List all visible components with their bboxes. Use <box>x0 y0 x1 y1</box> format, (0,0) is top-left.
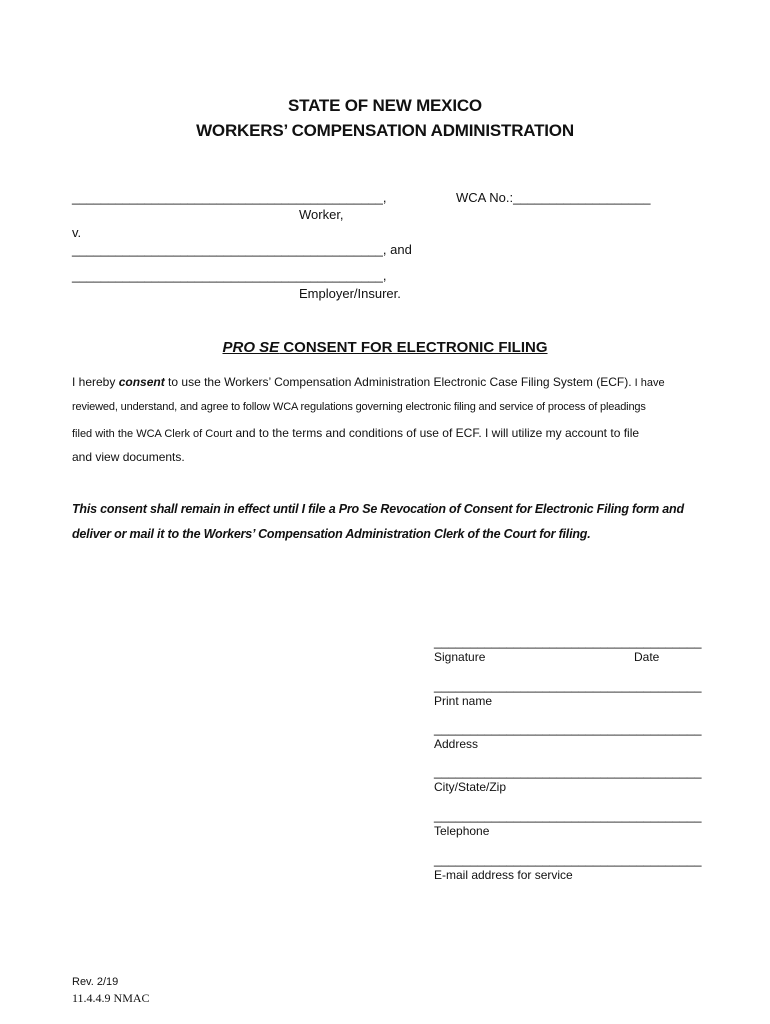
notice-line-2: deliver or mail it to the Workers’ Compensation Administration Clerk of the Court for filing. <box>72 527 591 541</box>
email-line: _____________________________________ <box>434 852 702 867</box>
telephone-label: Telephone <box>434 824 490 838</box>
signature-line: _____________________________________ <box>434 634 702 649</box>
date-label: Date <box>634 650 660 664</box>
versus-label: v. <box>72 225 82 240</box>
print-name-label: Print name <box>434 694 493 708</box>
signature-label: Signature <box>434 650 486 664</box>
body-line-3-rest: and to the terms and conditions of use of ECF. I will utilize my account to file <box>232 426 640 440</box>
body-line-1 <box>72 375 665 389</box>
consent-word: consent <box>118 375 165 389</box>
nmac-reference: 11.4.4.9 NMAC <box>72 991 150 1005</box>
header-state: STATE OF NEW MEXICO <box>288 96 482 115</box>
form-title-rest: CONSENT FOR ELECTRONIC FILING <box>279 339 548 356</box>
header-agency: WORKERS’ COMPENSATION ADMINISTRATION <box>196 121 574 140</box>
worker-label: Worker, <box>299 207 344 222</box>
body-line-1-pre: I hereby <box>72 375 119 389</box>
body-line-3-pre: filed with the WCA Clerk of Court <box>72 428 233 440</box>
city-state-zip-label: City/State/Zip <box>434 780 507 794</box>
address-label: Address <box>434 737 479 751</box>
body-line-4: and view documents. <box>72 450 185 464</box>
notice-line-1: This consent shall remain in effect until I file a Pro Se Revocation of Consent for Electronic Filing form and <box>72 502 684 516</box>
body-line-1-post: to use the Workers’ Compensation Administration Electronic Case Filing System (ECF). <box>164 375 632 389</box>
telephone-line: _____________________________________ <box>434 808 702 823</box>
form-title <box>0 339 770 356</box>
insurer-name-line: ___________________________________________, <box>72 268 387 283</box>
employer-insurer-label: Employer/Insurer. <box>299 286 401 301</box>
print-name-line: _____________________________________ <box>434 678 702 693</box>
form-title-italic: PRO SE <box>222 339 280 356</box>
employer-name-line: ___________________________________________, and <box>72 242 412 257</box>
body-line-1-tail: I have <box>631 377 665 389</box>
revision-label: Rev. 2/19 <box>72 976 119 988</box>
body-line-2: reviewed, understand, and agree to follow WCA regulations governing electronic filing and service of process of pleadings <box>72 401 646 413</box>
address-line: _____________________________________ <box>434 721 702 736</box>
city-state-zip-line: _____________________________________ <box>434 764 702 779</box>
worker-name-line: ___________________________________________, <box>72 190 387 205</box>
body-line-3 <box>72 424 639 442</box>
wca-number-field: WCA No.:___________________ <box>456 190 651 205</box>
email-label: E-mail address for service <box>434 868 573 882</box>
